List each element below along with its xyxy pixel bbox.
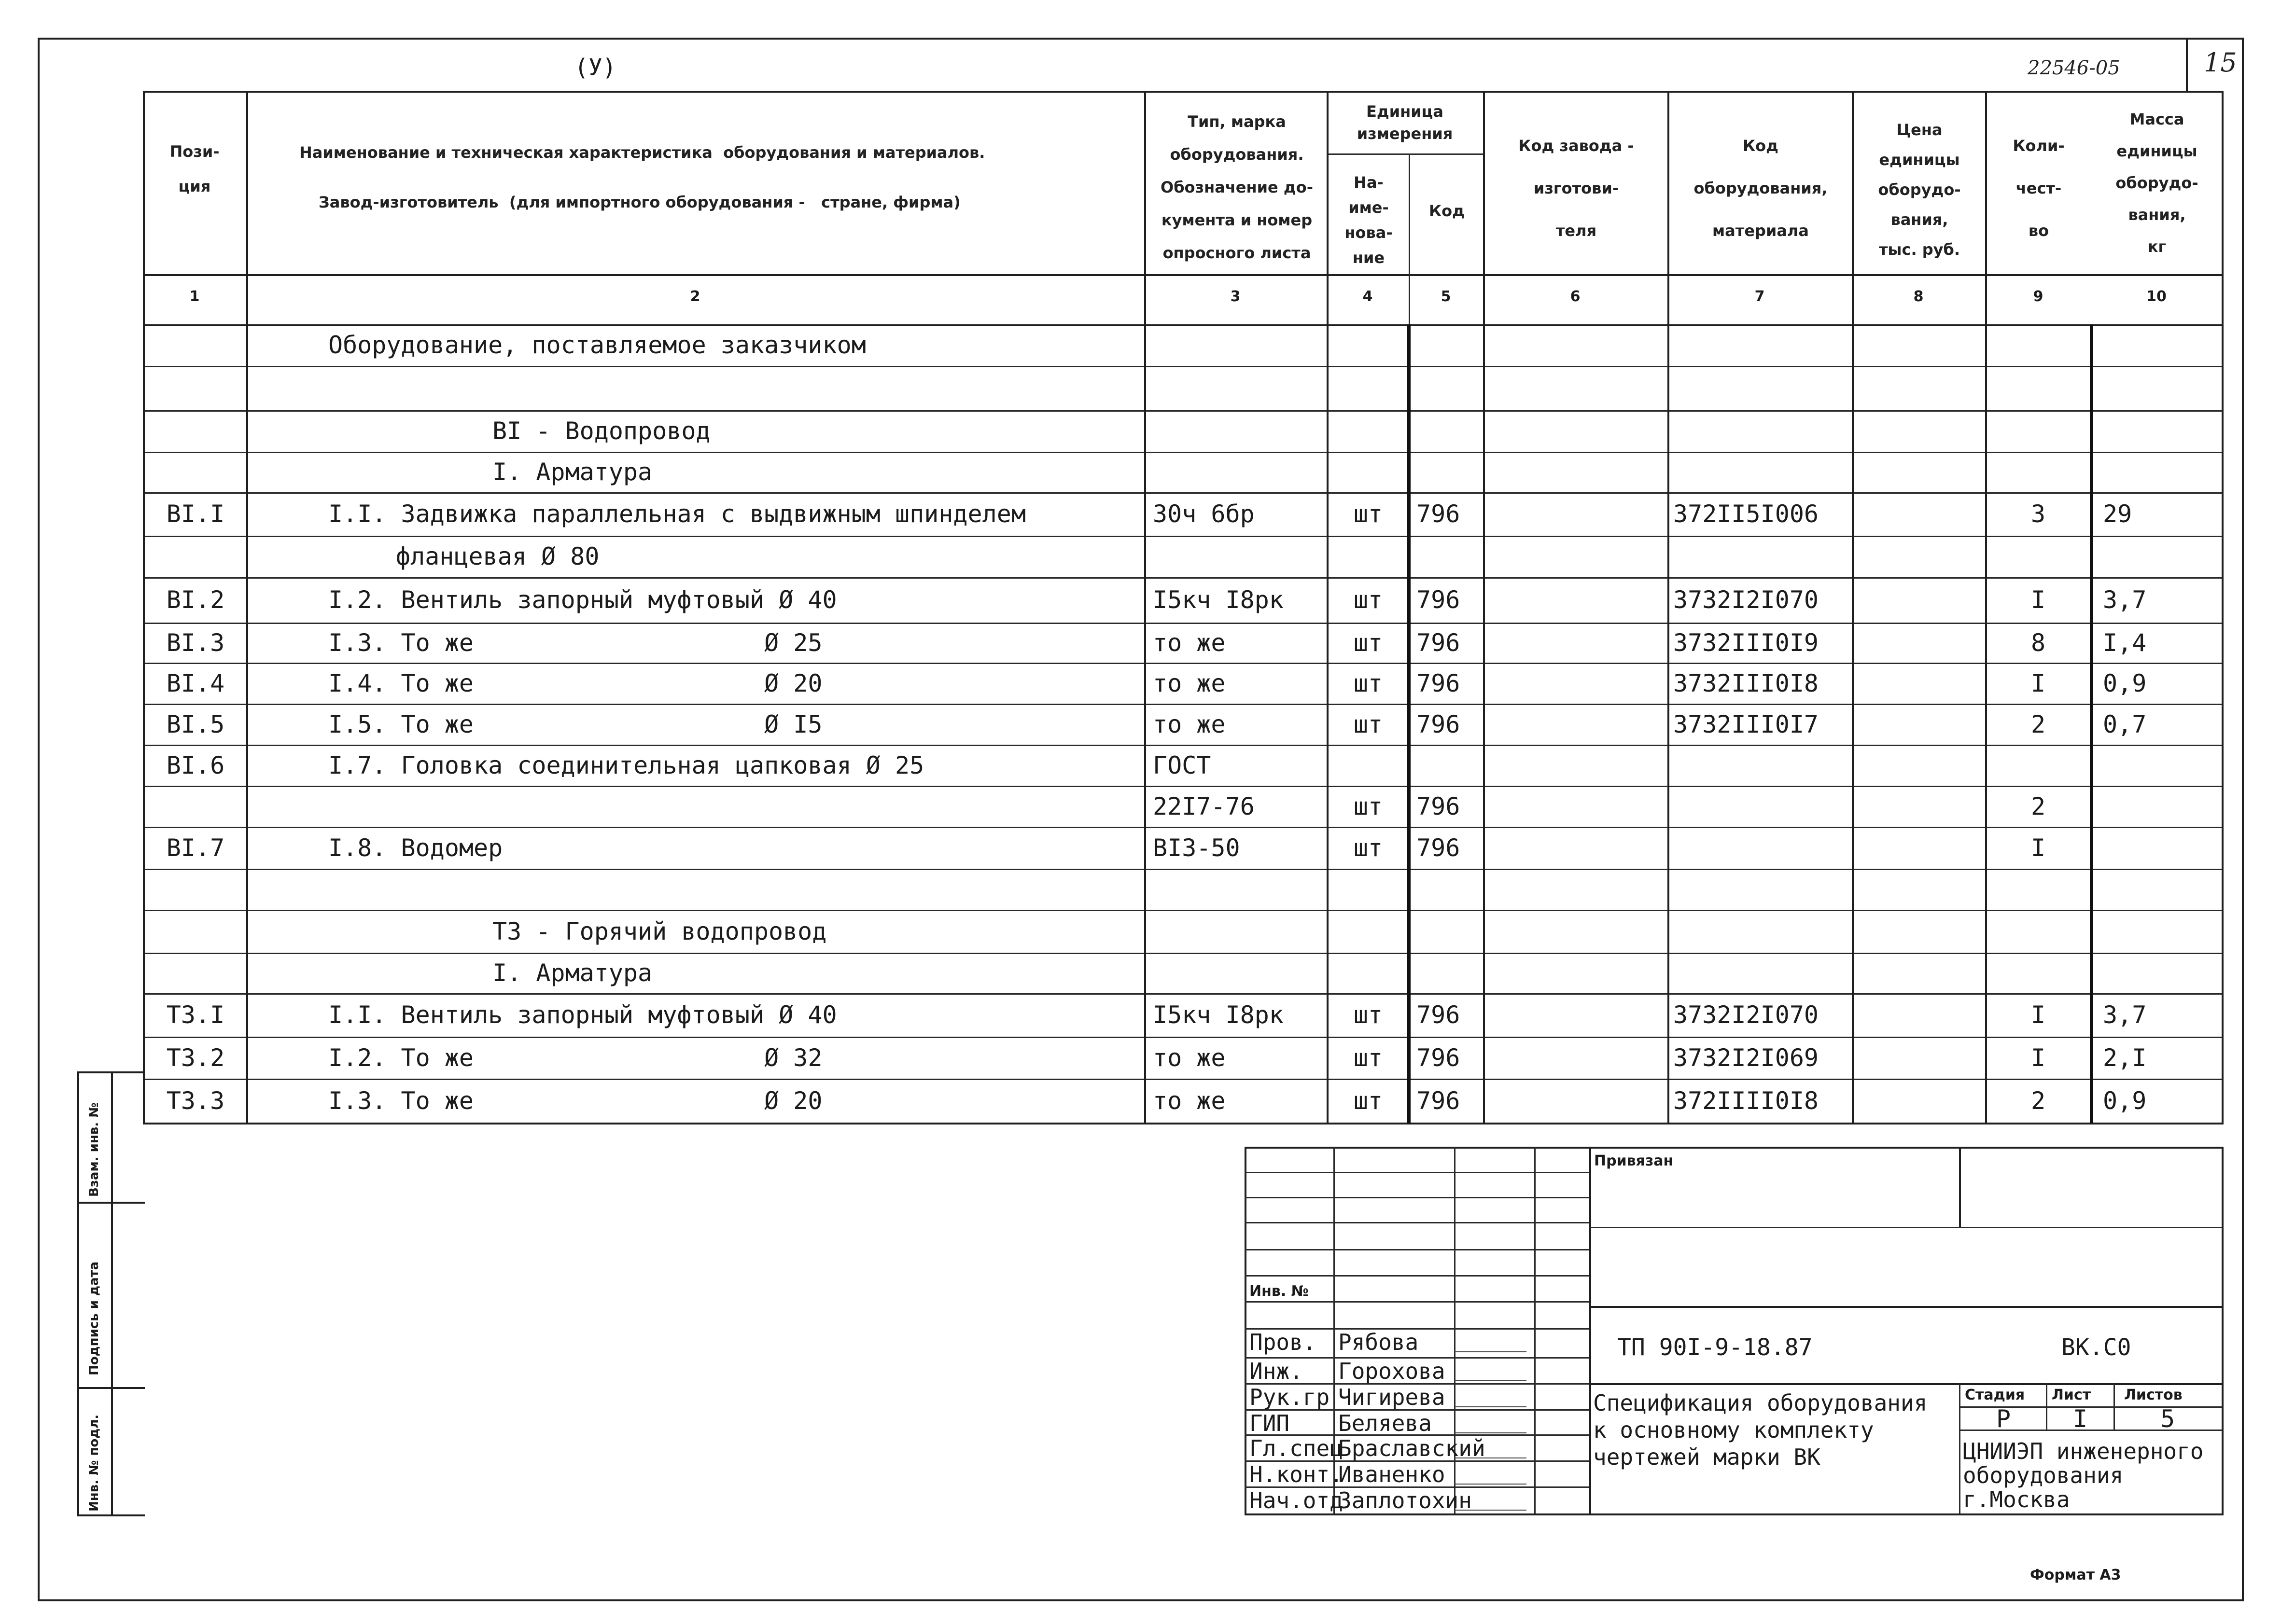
column-number: 8 [1913, 288, 1924, 305]
cell-name: I.4. То же Ø 20 [328, 669, 823, 697]
staff-name: Иваненко [1338, 1461, 1445, 1487]
cell-unit-code: 796 [1416, 1001, 1460, 1029]
side-stamp-signature-date: Подпись и дата [87, 1261, 101, 1375]
cell-equipment-code: 3732I2I069 [1673, 1044, 1819, 1072]
staff-name: Рябова [1338, 1329, 1419, 1355]
attached-label: Привязан [1594, 1152, 1674, 1169]
cell-quantity: 8 [2030, 629, 2046, 657]
staff-role: Н.конт. [1249, 1461, 1343, 1487]
cell-unit-code: 796 [1416, 669, 1460, 697]
cell-quantity: 2 [2030, 1087, 2046, 1115]
header-col-quantity: Коли- чест- во [2013, 137, 2065, 240]
cell-name: I.2. То же Ø 32 [328, 1044, 823, 1072]
cell-equipment-code: 3732III0I8 [1673, 669, 1819, 697]
document-number: 22546-05 [2028, 57, 2120, 79]
staff-role: Рук.гр [1249, 1384, 1330, 1410]
cell-position: BI.I [166, 500, 225, 528]
signature [1454, 1462, 1535, 1485]
header-col-units: Единица измерения [1357, 102, 1453, 143]
cell-position: BI.5 [166, 710, 225, 738]
cell-name: Т3 - Горячий водопровод [492, 917, 827, 945]
cell-unit-name: шт [1353, 586, 1383, 614]
cell-unit-name: шт [1353, 1087, 1383, 1115]
cell-unit-name: шт [1353, 1044, 1383, 1072]
cell-position: Т3.3 [166, 1087, 225, 1115]
cell-position: BI.2 [166, 586, 225, 614]
cell-quantity: I [2030, 669, 2046, 697]
drawing-frame [38, 38, 2244, 1601]
cell-name: Оборудование, поставляемое заказчиком [328, 331, 866, 359]
cell-mass: 0,9 [2103, 669, 2147, 697]
cell-name: I.I. Задвижка параллельная с выдвижным шпинделем [328, 500, 1026, 528]
header-col-unit-code: Код [1429, 202, 1465, 220]
top-mark: (У) [574, 54, 616, 81]
cell-name: I.2. Вентиль запорный муфтовый Ø 40 [328, 586, 837, 614]
header-col-unit-name: На- име- нова- ние [1344, 173, 1393, 267]
cell-type: то же [1153, 1087, 1226, 1115]
cell-name: I. Арматура [492, 458, 653, 486]
signature [1454, 1488, 1535, 1511]
cell-position: BI.3 [166, 629, 225, 657]
column-number: 7 [1754, 288, 1765, 305]
organization-line-2: оборудования [1963, 1462, 2124, 1488]
stage-value: Р [1996, 1405, 2011, 1433]
cell-quantity: 2 [2030, 792, 2046, 820]
cell-equipment-code: 3732III0I9 [1673, 629, 1819, 657]
organization-line-1: ЦНИИЭП инженерного [1963, 1438, 2204, 1464]
column-number: 6 [1570, 288, 1581, 305]
cell-quantity: I [2030, 834, 2046, 862]
description-line-1: Спецификация оборудования [1593, 1390, 1928, 1416]
cell-position: Т3.I [166, 1001, 225, 1029]
cell-mass: 3,7 [2103, 586, 2147, 614]
sheet-label: Лист [2052, 1387, 2091, 1403]
cell-type: BI3-50 [1153, 834, 1240, 862]
cell-mass: I,4 [2103, 629, 2147, 657]
cell-unit-code: 796 [1416, 1044, 1460, 1072]
cell-equipment-code: 3732I2I070 [1673, 1001, 1819, 1029]
staff-role: Нач.отд [1249, 1487, 1343, 1513]
staff-name: Беляева [1338, 1410, 1432, 1436]
signature [1454, 1436, 1535, 1458]
sheets-label: Листов [2124, 1387, 2183, 1403]
side-stamp-replacement-inventory: Взам. инв. № [87, 1102, 101, 1197]
cell-name: I.7. Головка соединительная цапковая Ø 25 [328, 751, 924, 779]
header-col-equipment-code: Код оборудования, материала [1693, 137, 1828, 240]
cell-unit-code: 796 [1416, 629, 1460, 657]
signature [1454, 1330, 1535, 1352]
cell-quantity: 2 [2030, 710, 2046, 738]
cell-name: I.3. То же Ø 20 [328, 1087, 823, 1115]
staff-name: Горохова [1338, 1358, 1445, 1384]
cell-unit-name: шт [1353, 834, 1383, 862]
staff-role: ГИП [1249, 1410, 1290, 1436]
cell-equipment-code: 372II5I006 [1673, 500, 1819, 528]
cell-type: I5кч I8рк [1153, 1001, 1284, 1029]
header-col-type: Тип, марка оборудования. Обозначение до- кумента и номер опросного листа [1161, 112, 1313, 262]
cell-name: I. Арматура [492, 959, 653, 987]
cell-name: BI - Водопровод [492, 417, 711, 445]
staff-role: Гл.спец [1249, 1435, 1343, 1461]
staff-name: Чигирева [1338, 1384, 1445, 1410]
header-col-factory-code: Код завода - изготови- теля [1518, 137, 1634, 240]
header-col-mass: Масса единицы оборудо- вания, кг [2115, 110, 2198, 256]
signature [1454, 1411, 1535, 1433]
cell-unit-code: 796 [1416, 792, 1460, 820]
column-number: 4 [1362, 288, 1373, 305]
column-number: 5 [1441, 288, 1451, 305]
cell-name: I.8. Водомер [328, 834, 503, 862]
staff-role: Инж. [1249, 1358, 1303, 1384]
cell-unit-code: 796 [1416, 834, 1460, 862]
description-line-2: к основному комплекту [1593, 1417, 1874, 1443]
cell-unit-code: 796 [1416, 500, 1460, 528]
column-number: 3 [1230, 288, 1241, 305]
staff-name: Заплотохин [1338, 1487, 1472, 1513]
signature [1454, 1385, 1535, 1407]
cell-equipment-code: 3732III0I7 [1673, 710, 1819, 738]
project-code: ТП 90I-9-18.87 [1617, 1334, 1813, 1361]
signature [1454, 1359, 1535, 1381]
cell-type: то же [1153, 629, 1226, 657]
cell-unit-name: шт [1353, 629, 1383, 657]
cell-type: ГОСТ [1153, 751, 1211, 779]
cell-type: то же [1153, 1044, 1226, 1072]
cell-mass: 29 [2103, 500, 2132, 528]
cell-mass: 0,7 [2103, 710, 2147, 738]
sheet-corner-number: 15 [2204, 47, 2237, 78]
cell-mass: 2,I [2103, 1044, 2147, 1072]
sheet-value: I [2072, 1405, 2088, 1433]
cell-type: то же [1153, 710, 1226, 738]
cell-name: фланцевая Ø 80 [396, 542, 600, 570]
cell-unit-name: шт [1353, 500, 1383, 528]
column-number: 10 [2146, 288, 2167, 305]
cell-quantity: I [2030, 586, 2046, 614]
cell-type: 30ч 6бр [1153, 500, 1255, 528]
cell-mass: 0,9 [2103, 1087, 2147, 1115]
cell-unit-name: шт [1353, 710, 1383, 738]
cell-unit-name: шт [1353, 792, 1383, 820]
cell-quantity: I [2030, 1044, 2046, 1072]
header-col-price: Цена единицы оборудо- вания, тыс. руб. [1878, 121, 1961, 259]
cell-type: то же [1153, 669, 1226, 697]
cell-type: 22I7-76 [1153, 792, 1255, 820]
cell-unit-code: 796 [1416, 1087, 1460, 1115]
cell-name: I.3. То же Ø 25 [328, 629, 823, 657]
cell-position: BI.4 [166, 669, 225, 697]
cell-position: Т3.2 [166, 1044, 225, 1072]
column-number: 9 [2033, 288, 2043, 305]
cell-unit-name: шт [1353, 1001, 1383, 1029]
stage-label: Стадия [1965, 1387, 2025, 1403]
organization-line-3: г.Москва [1963, 1486, 2070, 1513]
cell-position: BI.6 [166, 751, 225, 779]
cell-name: I.I. Вентиль запорный муфтовый Ø 40 [328, 1001, 837, 1029]
sheets-value: 5 [2160, 1405, 2175, 1433]
header-col-position: Пози- ция [169, 142, 220, 195]
drawing-mark: ВК.С0 [2061, 1334, 2131, 1361]
side-stamp-original-inventory: Инв. № подл. [87, 1414, 101, 1512]
cell-quantity: 3 [2030, 500, 2046, 528]
cell-position: BI.7 [166, 834, 225, 862]
cell-equipment-code: 3732I2I070 [1673, 586, 1819, 614]
inventory-label: Инв. № [1249, 1283, 1309, 1300]
staff-role: Пров. [1249, 1329, 1316, 1355]
cell-mass: 3,7 [2103, 1001, 2147, 1029]
format-label: Формат А3 [2030, 1567, 2121, 1583]
column-number: 2 [690, 288, 700, 305]
staff-name: Браславский [1338, 1435, 1485, 1461]
cell-type: I5кч I8рк [1153, 586, 1284, 614]
cell-equipment-code: 372IIII0I8 [1673, 1087, 1819, 1115]
description-line-3: чертежей марки ВК [1593, 1444, 1820, 1470]
cell-unit-code: 796 [1416, 586, 1460, 614]
cell-unit-code: 796 [1416, 710, 1460, 738]
cell-quantity: I [2030, 1001, 2046, 1029]
cell-name: I.5. То же Ø I5 [328, 710, 823, 738]
column-number: 1 [189, 288, 200, 305]
cell-unit-name: шт [1353, 669, 1383, 697]
